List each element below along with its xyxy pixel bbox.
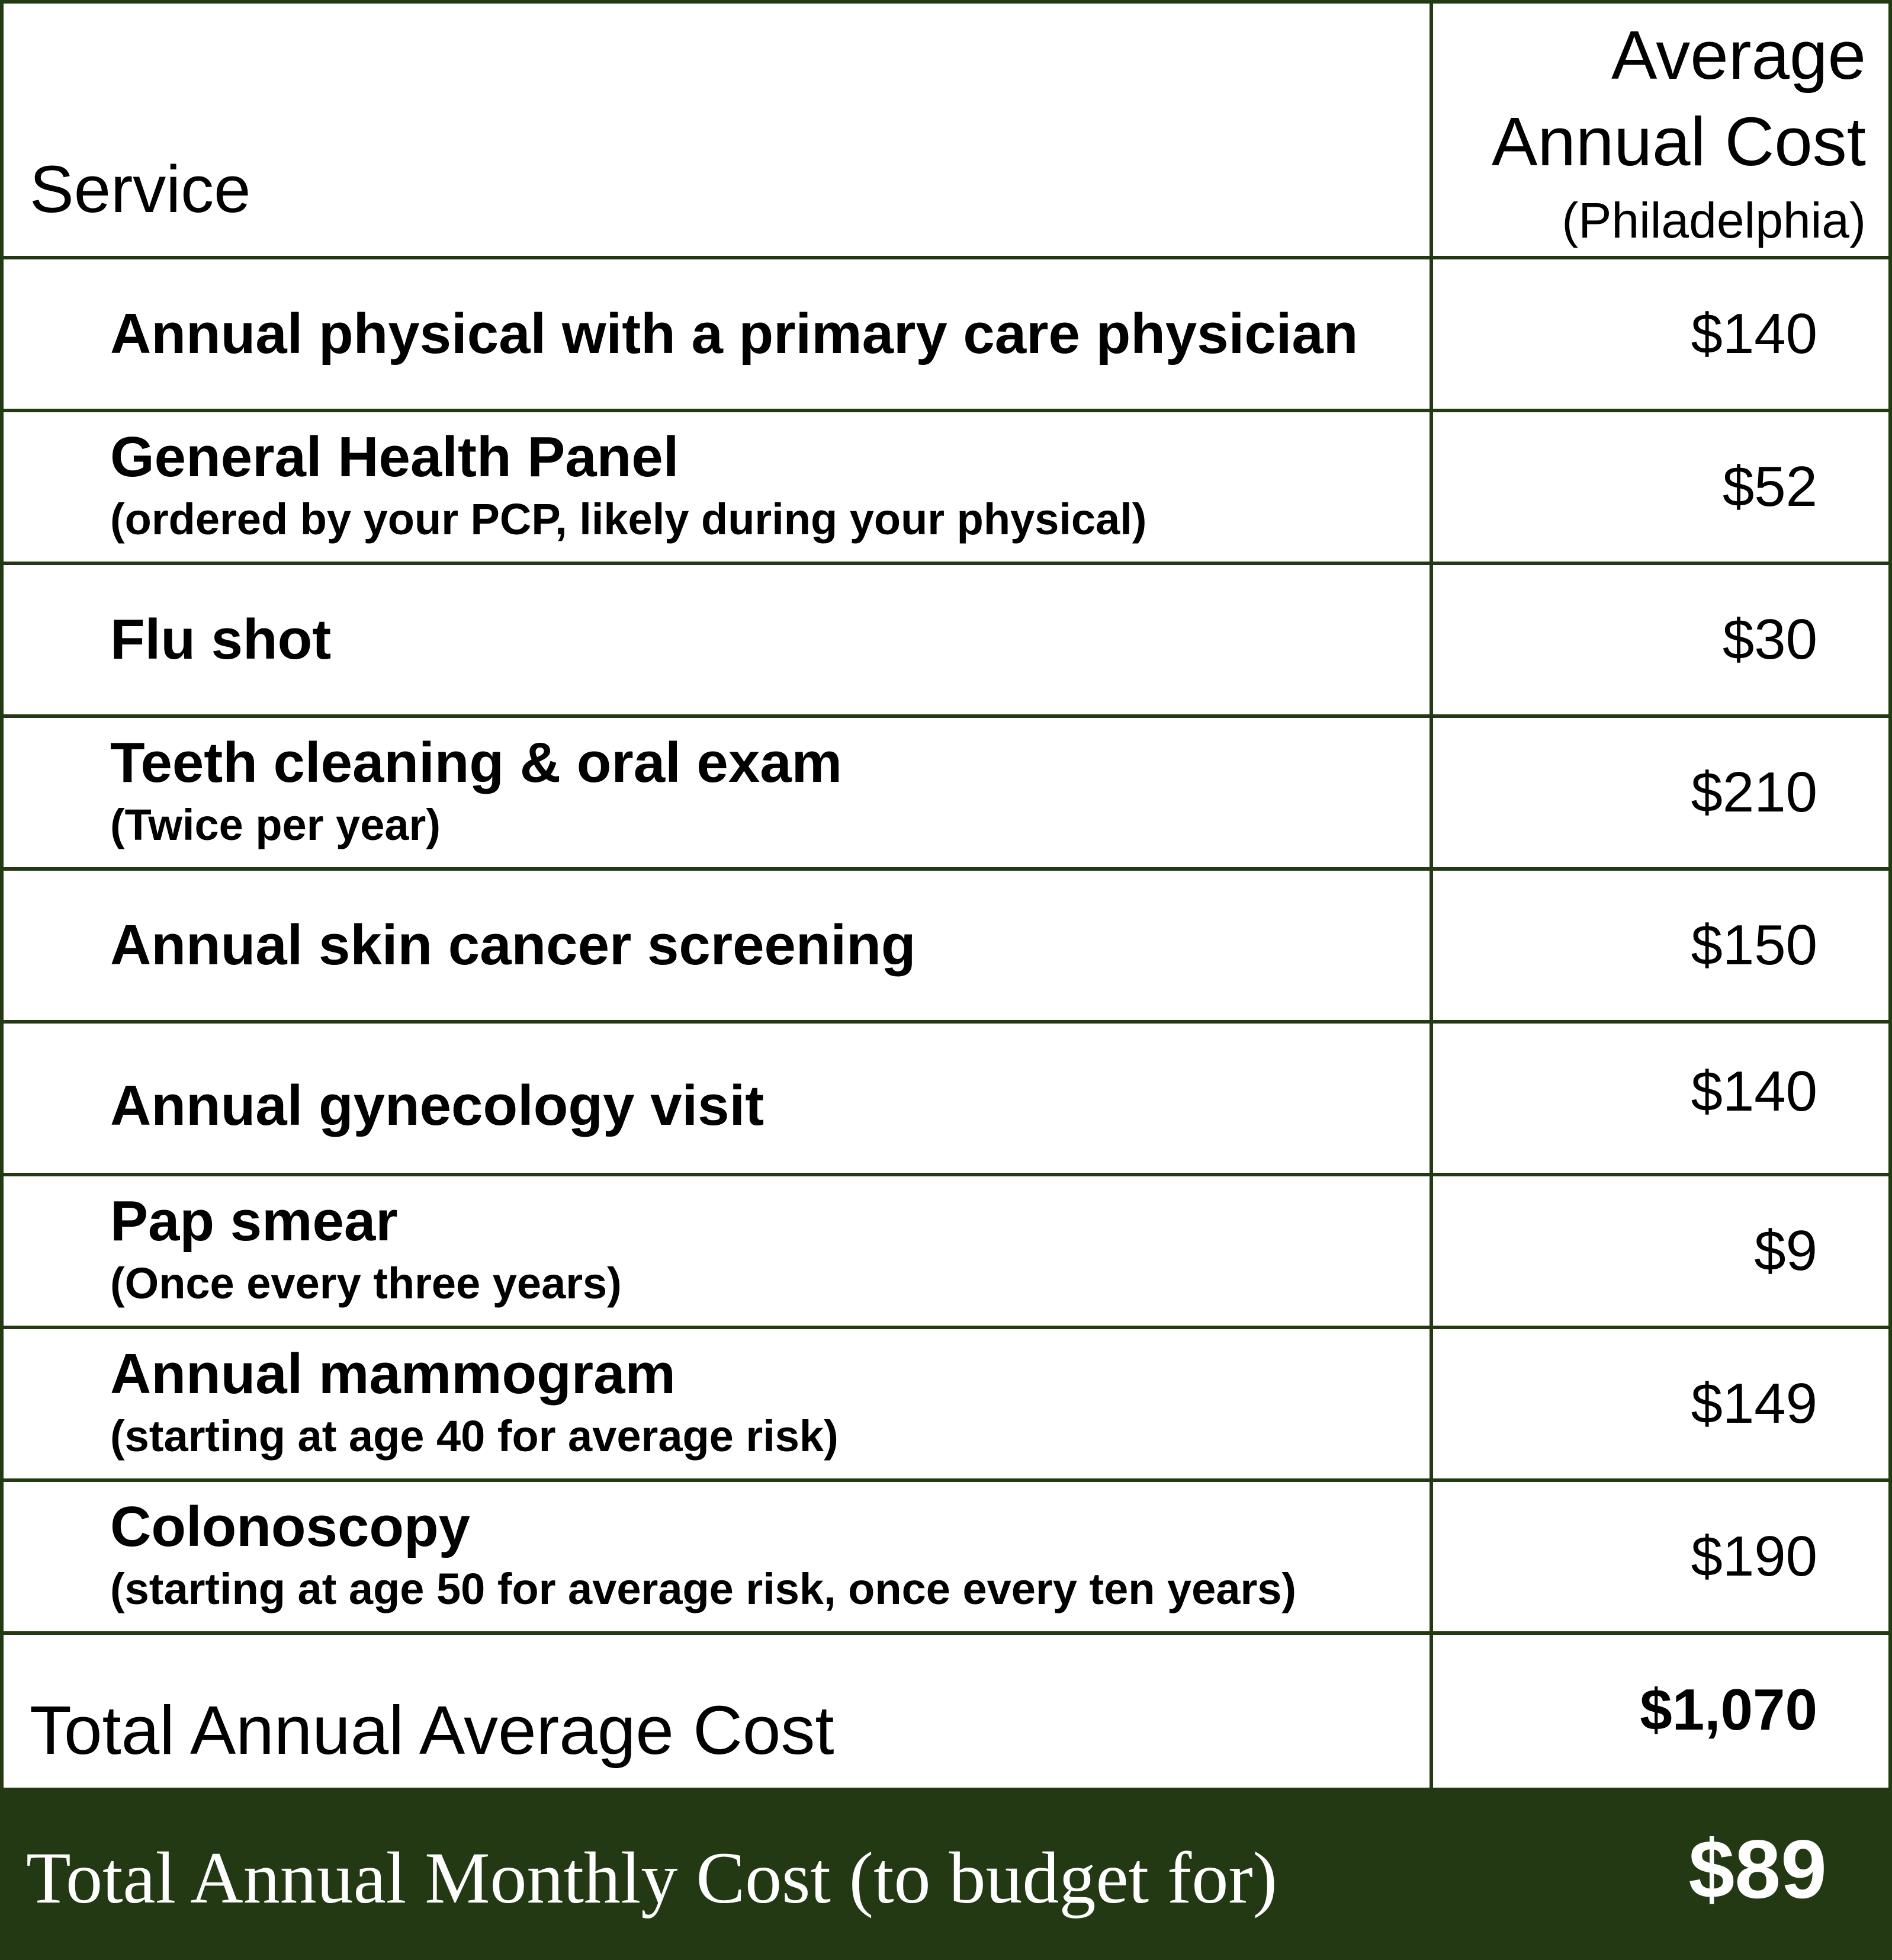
table-row — [0, 412, 1892, 565]
service-note: (Twice per year) — [110, 800, 441, 849]
service-cost: $9 — [1754, 1219, 1817, 1282]
service-name: Pap smear — [110, 1189, 398, 1253]
table-row — [0, 1329, 1892, 1482]
table-row — [0, 871, 1892, 1024]
service-cell — [0, 718, 1433, 871]
service-note: (Once every three years) — [110, 1259, 622, 1308]
header-cost-label — [1492, 12, 1866, 256]
service-cost: $190 — [1691, 1525, 1817, 1588]
header-cost-cell — [1433, 0, 1892, 259]
table-row — [0, 1482, 1892, 1635]
cost-cell — [1433, 1024, 1892, 1176]
total-label: Total Annual Average Cost — [30, 1692, 834, 1769]
cost-cell — [1433, 1482, 1892, 1635]
service-name: Annual physical with a primary care physician — [110, 302, 1358, 365]
total-row — [0, 1635, 1892, 1788]
service-cell — [0, 871, 1433, 1024]
service-note: (ordered by your PCP, likely during your physical) — [110, 495, 1147, 544]
service-cost: $149 — [1691, 1372, 1817, 1435]
cost-cell — [1433, 1176, 1892, 1329]
service-cost: $30 — [1722, 608, 1817, 671]
service-name: Teeth cleaning & oral exam — [110, 731, 842, 794]
header-cost-line1: Average — [1611, 17, 1866, 94]
cost-cell — [1433, 259, 1892, 412]
table-row — [0, 1024, 1892, 1176]
service-note: (starting at age 50 for average risk, once every ten years) — [110, 1564, 1297, 1613]
cost-cell — [1433, 412, 1892, 565]
cost-cell — [1433, 565, 1892, 718]
service-name: Annual skin cancer screening — [110, 913, 916, 977]
total-value-cell — [1433, 1635, 1892, 1788]
service-cost: $140 — [1691, 302, 1817, 365]
service-name: Flu shot — [110, 608, 332, 671]
monthly-cost-banner — [0, 1788, 1892, 1960]
service-cost: $140 — [1691, 1060, 1817, 1123]
monthly-cost-value: $89 — [1688, 1822, 1827, 1916]
service-cell — [0, 412, 1433, 565]
table-row — [0, 259, 1892, 412]
service-cell — [0, 1482, 1433, 1635]
service-cell — [0, 1024, 1433, 1176]
service-note: (starting at age 40 for average risk) — [110, 1412, 839, 1461]
service-cell — [0, 1176, 1433, 1329]
table-header-row — [0, 0, 1892, 259]
cost-cell — [1433, 1329, 1892, 1482]
header-cost-line3: (Philadelphia) — [1562, 193, 1866, 248]
total-value: $1,070 — [1640, 1677, 1817, 1742]
header-service-label: Service — [30, 152, 251, 226]
table-row — [0, 718, 1892, 871]
service-cell — [0, 259, 1433, 412]
service-cost: $150 — [1691, 913, 1817, 977]
service-name: Annual gynecology visit — [110, 1074, 764, 1138]
total-label-cell — [0, 1635, 1433, 1788]
service-cost: $210 — [1691, 761, 1817, 824]
service-cost: $52 — [1722, 455, 1817, 518]
cost-cell — [1433, 871, 1892, 1024]
header-cost-line2: Annual Cost — [1492, 103, 1866, 180]
header-service-cell — [0, 0, 1433, 259]
service-cell — [0, 565, 1433, 718]
monthly-cost-label: Total Annual Monthly Cost (to budget for) — [26, 1837, 1277, 1919]
service-name: Annual mammogram — [110, 1342, 676, 1406]
cost-cell — [1433, 718, 1892, 871]
service-name: Colonoscopy — [110, 1495, 471, 1558]
service-name: General Health Panel — [110, 425, 679, 489]
table-row — [0, 565, 1892, 718]
table-row — [0, 1176, 1892, 1329]
service-cell — [0, 1329, 1433, 1482]
